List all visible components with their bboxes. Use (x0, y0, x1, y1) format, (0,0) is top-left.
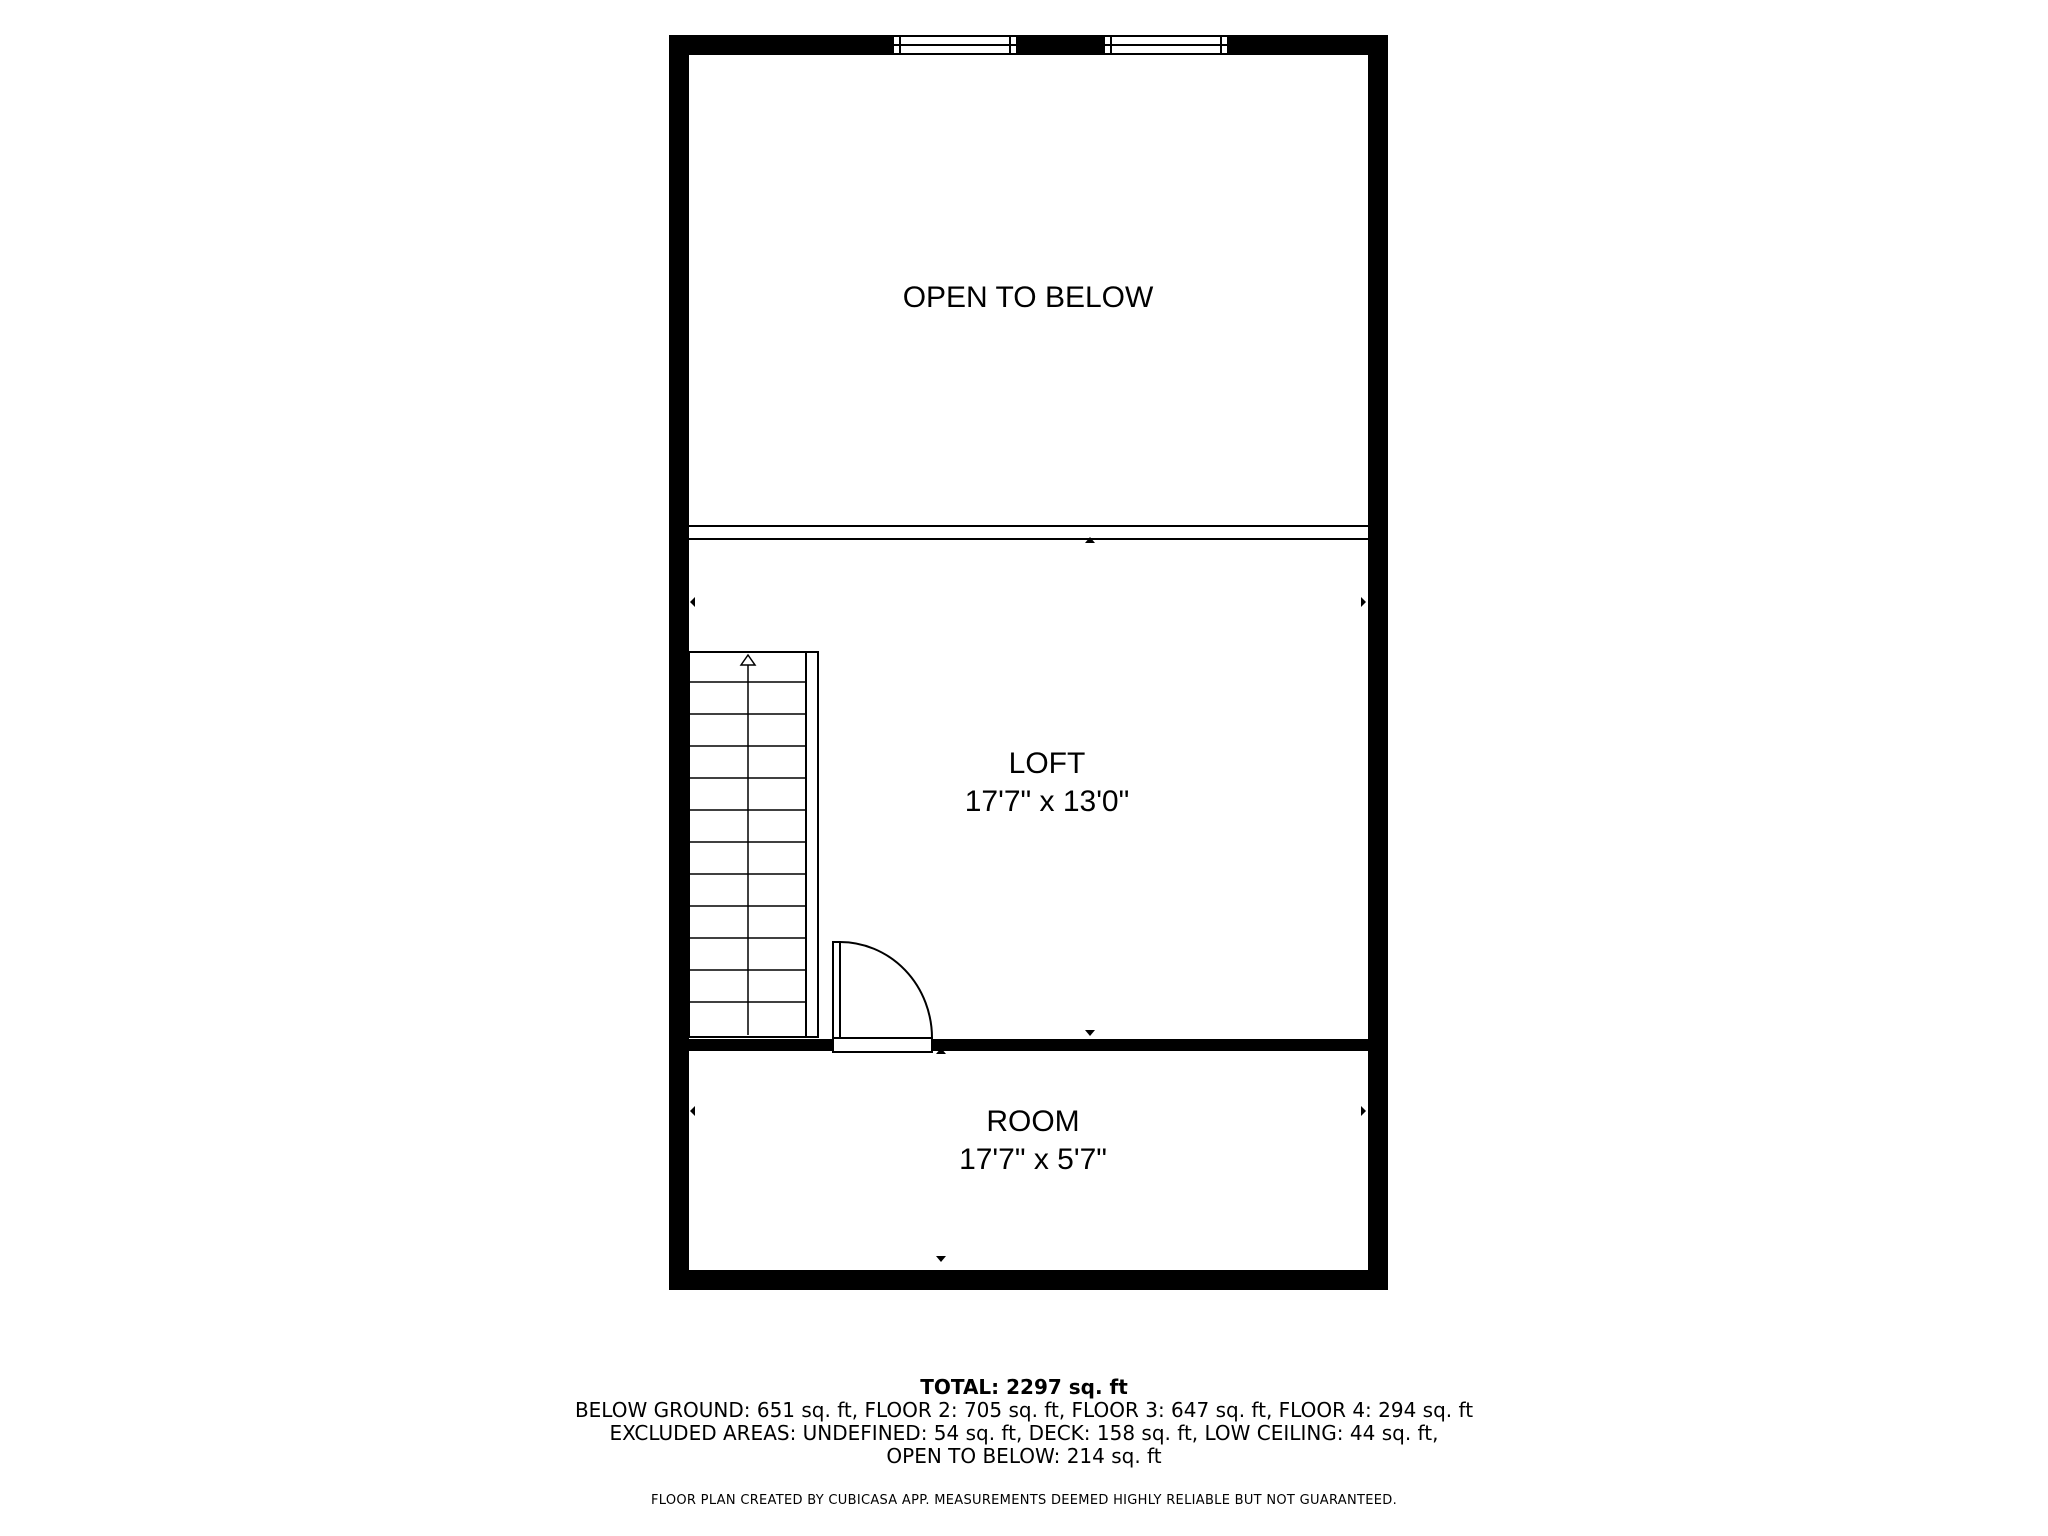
window-left (893, 36, 1017, 54)
exterior-wall (679, 45, 1378, 1280)
room-label: ROOM (986, 1105, 1080, 1138)
stair-up-arrow-icon (741, 655, 755, 665)
loft-railing (689, 526, 1368, 539)
staircase (689, 652, 818, 1037)
disclaimer-text: FLOOR PLAN CREATED BY CUBICASA APP. MEASUREMENTS DEEMED HIGHLY RELIABLE BUT NOT GUARANTEED. (651, 1493, 1397, 1508)
excluded-areas: EXCLUDED AREAS: UNDEFINED: 54 sq. ft, DECK: 158 sq. ft, LOW CEILING: 44 sq. ft, (609, 1421, 1439, 1445)
door (833, 942, 932, 1052)
marker-icon (1085, 1030, 1095, 1036)
disclaimer (0, 1489, 2048, 1512)
marker-icon (690, 1106, 695, 1116)
area-summary (0, 1376, 2048, 1468)
marker-icon (936, 1256, 946, 1262)
loft-dimensions: 17'7" x 13'0" (964, 785, 1130, 818)
open-to-below-area: OPEN TO BELOW: 214 sq. ft (886, 1444, 1162, 1468)
floor-areas: BELOW GROUND: 651 sq. ft, FLOOR 2: 705 sq. ft, FLOOR 3: 647 sq. ft, FLOOR 4: 294 sq. ft (574, 1398, 1474, 1422)
room-dimensions: 17'7" x 5'7" (959, 1143, 1107, 1176)
total-area: TOTAL: 2297 sq. ft (920, 1375, 1128, 1399)
open-to-below-label: OPEN TO BELOW (902, 281, 1154, 314)
marker-icon (690, 597, 695, 607)
marker-icon (1361, 597, 1366, 607)
loft-label: LOFT (1008, 747, 1086, 780)
window-right (1104, 36, 1228, 54)
marker-icon (1361, 1106, 1366, 1116)
